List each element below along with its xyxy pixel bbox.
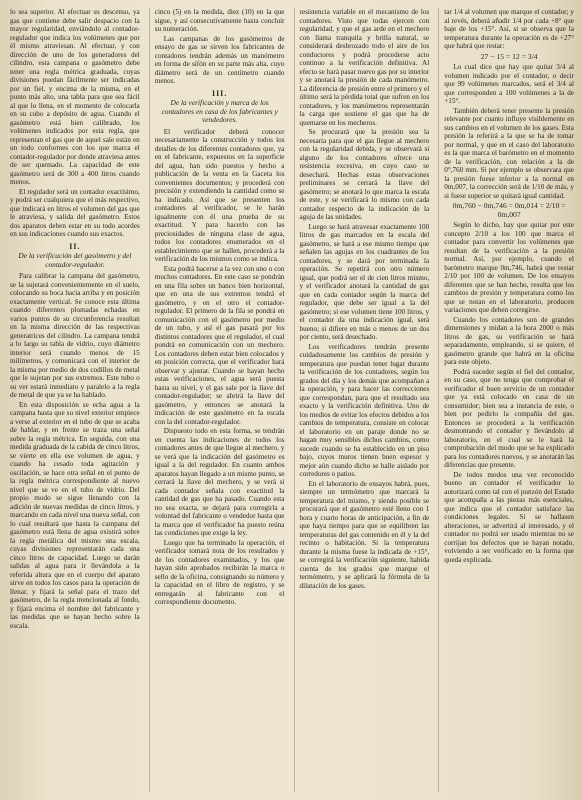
paragraph: También deberá tener presente la presión relevante por cuanto influye visiblemente en sus cambios en el volumen de los gases. Esta presión la referirá a la que se ha de tomar por normal, y que en el caso del laboratorio es la que marca el barómetro en el momento de la verificación, con relación a la de 0°,760 mm. Si por ejemplo se observara que la presión fuese inferior a la normal en 0m,007, la corrección será de 1/10 de más, y si fuese superior se quitará igual cantidad.	[444, 106, 574, 200]
paragraph: En esta disposición se echa agua a la campana hasta que su nivel exterior empiece a verse al exterior en el tubo de que se acaba de hablar, y en frente se traza una señal sobre la regla métrica. En seguida, con una medida graduada de la cabida de cinco litros, se vierte en ella ese volumen de agua, y cuando ha cesado toda agitación y oscilación, se hace otra señal en el punto de la regla métrica correspondiente al nuevo nivel que se ve en el tubo de vidrio. Del propio modo se sigue llenando con la adición de nuevas medidas de cinco litros, y marcando en cada nivel una nueva señal, con lo cual resultará que hasta la campana del gasómetro está llena de agua existirá sobre la regla metálica del mismo una escala, cuyas divisiones representarán cada una cinco litros de capacidad. Luego se darán salidas al agua para ir llevándola a la referida altura que en el cuerpo del aparato sirve en todos los casos para la operación de llenar, y fijará la señal para el trazo del gasómetro, de la regla mencionada al fondo, y fijará encima el nombre del fabricante y las medidas que se hayan hecho sobre la escala.	[10, 400, 140, 630]
column-1	[10, 8, 140, 792]
section-heading: De la verificación del gasómetro y del contador-regulador.	[18, 251, 132, 269]
paragraph: Lo cual dice que hay que quitar 3/4 al volumen indicado por el contador, o decir que 99 volúmenes marcados, será el 3/4 al que corresponden a 100 volúmenes a la de +15°.	[444, 63, 574, 105]
section-number: II.	[69, 241, 81, 251]
paragraph: De todos modos una vez reconocido bueno un contador el verificador lo autorizará como tal con el punzón del Estado que acompaña a las piezas más esenciales, que indica que el contador satisface las condiciones legales. Si se hallasen alteraciones, se advertirá al interesado, y el contador no podrá ser usado mientras no se corrijan los defectos que se hayan notado, volviendo a ser verificado en la forma que queda explicada.	[444, 470, 574, 564]
paragraph: Según lo dicho, hay que quitar por este concepto 2/10 a los 100 que marca el contador para convertir los volúmenes que resultan de la verificación a la presión normal. Así, por ejemplo, cuando el barómetro marque 0m,746, habrá que restar 2/10 por 100 de volumen. De los ensayos diferentes que se han hecho, resulta que los cambios de presión y temperatura como los que se notan en el laboratorio, producen variaciones que deben corregirse.	[444, 221, 574, 314]
section-number: III.	[211, 88, 228, 98]
paragraph: El regulador será un contador exactísimo, y podrá ser cualquiera que el más respectivo, que indicará en litros el volumen del gas que le atraviesa, y salida del gasómetro. Estos dos aparatos deben estar en su todo acordes en sus indicaciones cuando sus exactos.	[10, 187, 140, 238]
column-3	[294, 8, 430, 792]
paragraph: cinco (5) en la medida, diez (10) en la que sigue, y así consecutivamente hasta concluir su numeración.	[154, 8, 285, 33]
section-heading: De la verificación y marca de los contadores en casa de los fabricantes y vendedores.	[161, 98, 278, 125]
column-2	[149, 8, 285, 792]
equation: 27 − 15 = 12 = 3/4	[480, 51, 538, 61]
column-4	[438, 8, 574, 792]
paragraph: Luego se hará atravesar exactamente 100 litros de gas marcados en la escala del gasómetro, se hará a ese mismo tiempo que señalen las agujas en los cuadrantes de los contadores, y se dará por terminada la operación. Se repetirá con otro número igual, que podrá ser el de cien litros mismo, y el verificador anotará la cantidad de gas que en cada contador según la marca del regulador, que debe ser igual a la del gasómetro; si ese volumen tiene 100 litros, y el contador da una indicación igual, será bueno; si difiere en más o menos de un dos por ciento, será desechado.	[299, 222, 430, 341]
paragraph: Cuando los contadores son de grandes dimensiones y midan a la hora 2000 o más litros de gas, su verificación se hará separadamente, empleando, si se quiere, el gasómetro grande que habrá en la oficina para este objeto.	[444, 315, 574, 366]
paragraph: tar 1/4 al volumen que marque el contador; y al revés, deberá añadir 1/4 por cada +8° que baje de los +15°. Así, si se observa que la temperatura durante la operación es de +27° que habrá que restar:	[444, 8, 574, 50]
text-columns	[10, 8, 574, 792]
paragraph: Se procurará que la presión sea la necesaria para que el gas llegue al mechero con la regularidad debida, y se observará si alguno de los contadores ofrece una resistencia excesiva, en cuyo caso se desechará. Hechas estas observaciones preliminares se cerrará la llave del gasómetro; se anotará lo que marca la escala de este, y se verificará lo mismo con cada contador respecto de la indicación de la aguja de las unidades.	[299, 128, 430, 221]
paragraph: Podrá suceder según el fiel del contador, en su caso, que no tenga que comprobar el verificador el buen servicio de un contador que ya está colocado en casa de un consumidor; bien sea a instancia de este, o bien por pedirlo la compañía del gas. Entonces se procederá a la verificación desmontando el contador y llevándolo al laboratorio, en el cual se le hará la comprobación del modo que se ha explicado para los contadores nuevos, y se anotarán las diferencias que presente.	[444, 367, 574, 469]
paragraph: Esta podrá hacerse a la vez con uno o con muchos contadores. En este caso se pondrán en una fila sobre un banco bien horizontal, que en una de sus extremos tendrá el gasómetro, y en el otro el contador-regulador. El primero de la fila se pondrá en comunicación con el gasómetro por medio de un tubo, y así el gas pasará por los distintos contadores que el regulador, el cual pondrá en comunicación con un mechero. Los contadores deben estar bien colocados y en posición correcta, que el verificador hará observar y ajustar. Cuando se hayan hecho estas verificaciones, el agua será puesta hasta su nivel, y el gas sale por la llave del contador-regulador; se abrirá la llave del gasómetro, y entonces se anotará la indicación de este gasómetro en la escala con la del contador-regulador.	[154, 264, 285, 426]
paragraph: Los verificadores tendrán presente cuidadosamente los cambios de presión y temperatura que puedan tener lugar durante la verificación de los contadores, según los grados del día y los demás que acompañan a la operación, y para hacer las correcciones que correspondan, para que el resultado sea exacto y la verificación definitiva. Uno de los medios de evitar los efectos debidos a los cambios de temperatura, consiste en colocar el laboratorio en un paraje donde no se hagan muy sensibles dichos cambios, como sucede cuando se ha establecido en un piso bajo, cuyos muros tienen buen espesor y mejor aún cuando dicho se halle aislado por corredores o patios.	[299, 342, 430, 478]
paragraph: Las campanas de los gasómetros de ensayo de gas se sirven los fabricantes de contadores tendrán además un manómetro en forma de sifón en su parte más alta, cuyo diámetro será de un centímetro cuando menos.	[154, 34, 285, 85]
paragraph: Dispuesto todo en esta forma, se tendrán en cuenta las indicaciones de todos los contadores antes de que llegue al mechero, y se verá que la indicación del gasómetro es igual a la del regulador. En cuanto ambos aparatos hayan llegado a un mismo punto, se cerrará la llave del mechero, y se verá si cada contador señala con exactitud la cantidad de gas que ha pasado. Cuando esta no sea exacta, se dejará para corregirla a voluntad del fabricante o vendedor hasta que la marca que el verificador ha puesto reúna las condiciones que exige la ley.	[154, 427, 285, 538]
paragraph: Para calibrar la campana del gasómetro, se la sujetará convenientemente en el suelo, colocando su boca hacia arriba y en posición exactamente vertical. Se conoce esta última cuando diferentes plomadas echadas en varios puntos de su circunferencia resultan en la misma dirección de las respectivas generatrices del cilindro. La campana tendrá a lo largo su tabla de vidrio, cuyo diámetro interior será cuando menos de 15 milímetros, y comunicará con el interior de la misma por medio de dos codillos de metal que le sujetan por sus extremos. Este tubo o su ver estará inmediato y paralelo a la regla de metal de que ya se ha hablado.	[10, 272, 140, 400]
equation: 0m,760 − 0m,746 = 0m,014 = 2/10 = 0m,007	[452, 201, 566, 219]
paragraph: resistencia variable en el mecanismo de los contadores. Visto que todas ejercen con regularidad, y que el gas arde en el mechero con llama tranquila y brilla natural, se considerará desbrozado todo el aire de los conductores y podrá procederse acto continuo a la verificación definitiva. Al efecto se hará pasar nuevo gas por su interior y se anotará la presión de cada manómetro. La diferencia de presión entre el primero y el último será la pérdida total que sufren en los contadores, y los manómetros representarán la carga que sostiene el gas que ha de quemarse en los mecheros.	[299, 8, 430, 127]
paragraph: El verificador deberá conocer necesariamente la construcción y todos los detalles de los diferentes contadores que, ya en el fabricante, expuestos en la superficie del agua, han sido puestos y hecho a publicación de la venta en la Gaceta los convenientes documentos; y procederá con precisión y extendiendo la cantidad como se ha indicado. Así que se presenten los contadores al verificador, se le harán igualmente con él una prueba de su exactitud. Y para hacerlo con las preciosidades de ninguna clase de agua, todos los contadores enumerados en el establecimiento que se hallen, procederá a la verificación de los mismos como se indica.	[154, 127, 285, 264]
paragraph: lo sea superior. Al efectuar su descenso, ya gas que contiene debe salir despacio con la mayor regularidad, enviándolo al contador-regulador que indica los volúmenes que por él mismo atraviesan. Al efectuar, y con dirección de uno de los generadores del cilindro, esta campana o gasómetro debe tener una regla métrica graduada, cuyas divisiones puedan fácilmente ser indicadas por un fiel, y encima de la misma, en el punto más alto, una tabla para que sea fácil al que lo llena, en el momento de colocarla en su cubo a depósito de agua. Cuando el gasómetro está bien calibrado, los volúmenes indicados por esta regla, que representan el gas que de aquel sale están en un todo conformes con los que marca el contador-regulador por donde atraviesa antes de ser quemado. La capacidad de este gasómetro será de 300 a 400 litros cuando menos.	[10, 8, 140, 186]
paragraph: Luego que ha terminado la operación, el verificador tomará nota de los resultados y de los contadores examinados, y los que hayan sido aprobados recibirán la marca o sello de la oficina, consignando su número y la capacidad en el libro de registro, y se entregarán al fabricante con el correspondiente documento.	[154, 538, 285, 607]
paragraph: En el laboratorio de ensayos habrá, pues, siempre un termómetro que marcará la temperatura del mismo, y siendo posible se procurará que el gasómetro esté lleno con 1 hora y cuarto horas de anticipación, a fin de que haya tiempo para que se equilibren las temperaturas del gas contenido en él y la del recinto o habitación. Si la temperatura durante la misma fuese la indicada de +15°, se corregirá la verificación siguiente, habida cuenta de los grados que marque el termómetro, y se aplicará la fórmula de la dilatación de los gases.	[299, 479, 430, 590]
